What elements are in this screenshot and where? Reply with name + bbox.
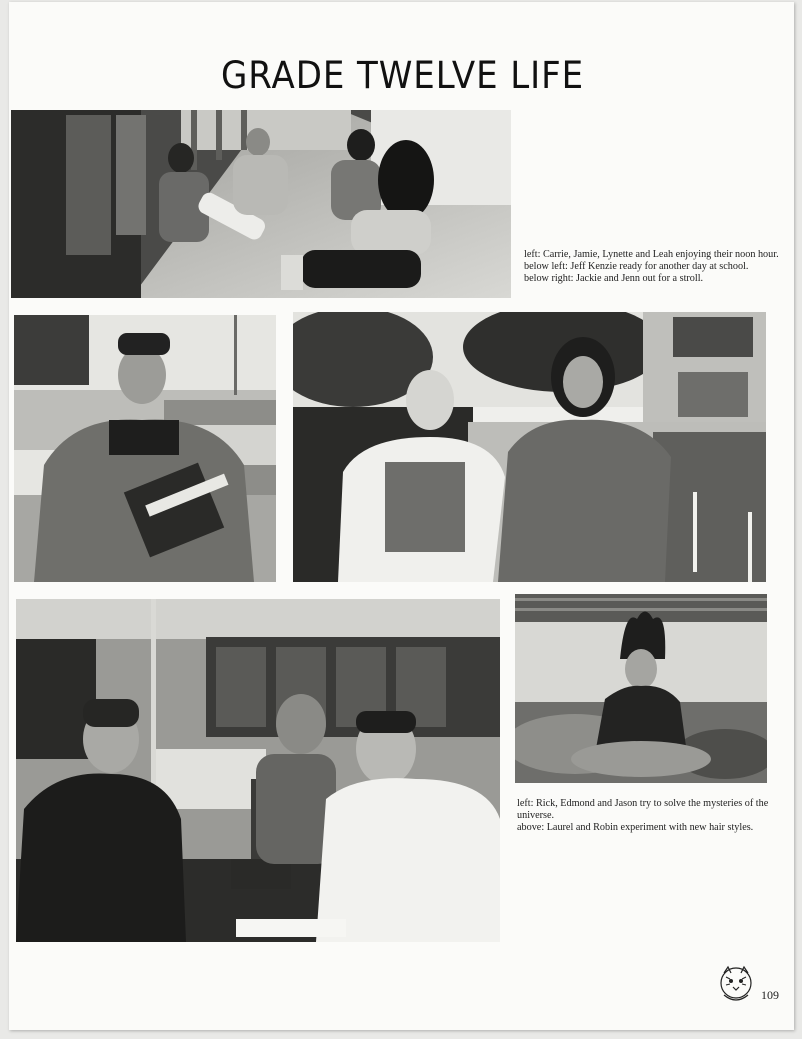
stroll-photo <box>293 312 766 582</box>
page-title: GRADE TWELVE LIFE <box>221 54 585 97</box>
caption-hair: above: Laurel and Robin experiment with new hair styles. <box>517 822 754 833</box>
page-number: 109 <box>761 988 779 1002</box>
hair-photo <box>515 594 767 783</box>
tiger-mascot-icon <box>718 965 754 1003</box>
books-photo <box>14 315 276 582</box>
top-caption <box>524 249 779 285</box>
caption-stroll: below right: Jackie and Jenn out for a stroll. <box>524 273 704 284</box>
caption-books: below left: Jeff Kenzie ready for another day at school. <box>524 261 749 272</box>
yearbook-page <box>9 2 794 1030</box>
caption-hallway: left: Carrie, Jamie, Lynette and Leah enjoying their noon hour. <box>524 249 779 260</box>
hallway-photo <box>11 110 511 298</box>
bottom-caption <box>517 798 772 834</box>
caption-lab: left: Rick, Edmond and Jason try to solve the mysteries of the universe. <box>517 798 769 821</box>
lab-photo <box>16 599 500 942</box>
